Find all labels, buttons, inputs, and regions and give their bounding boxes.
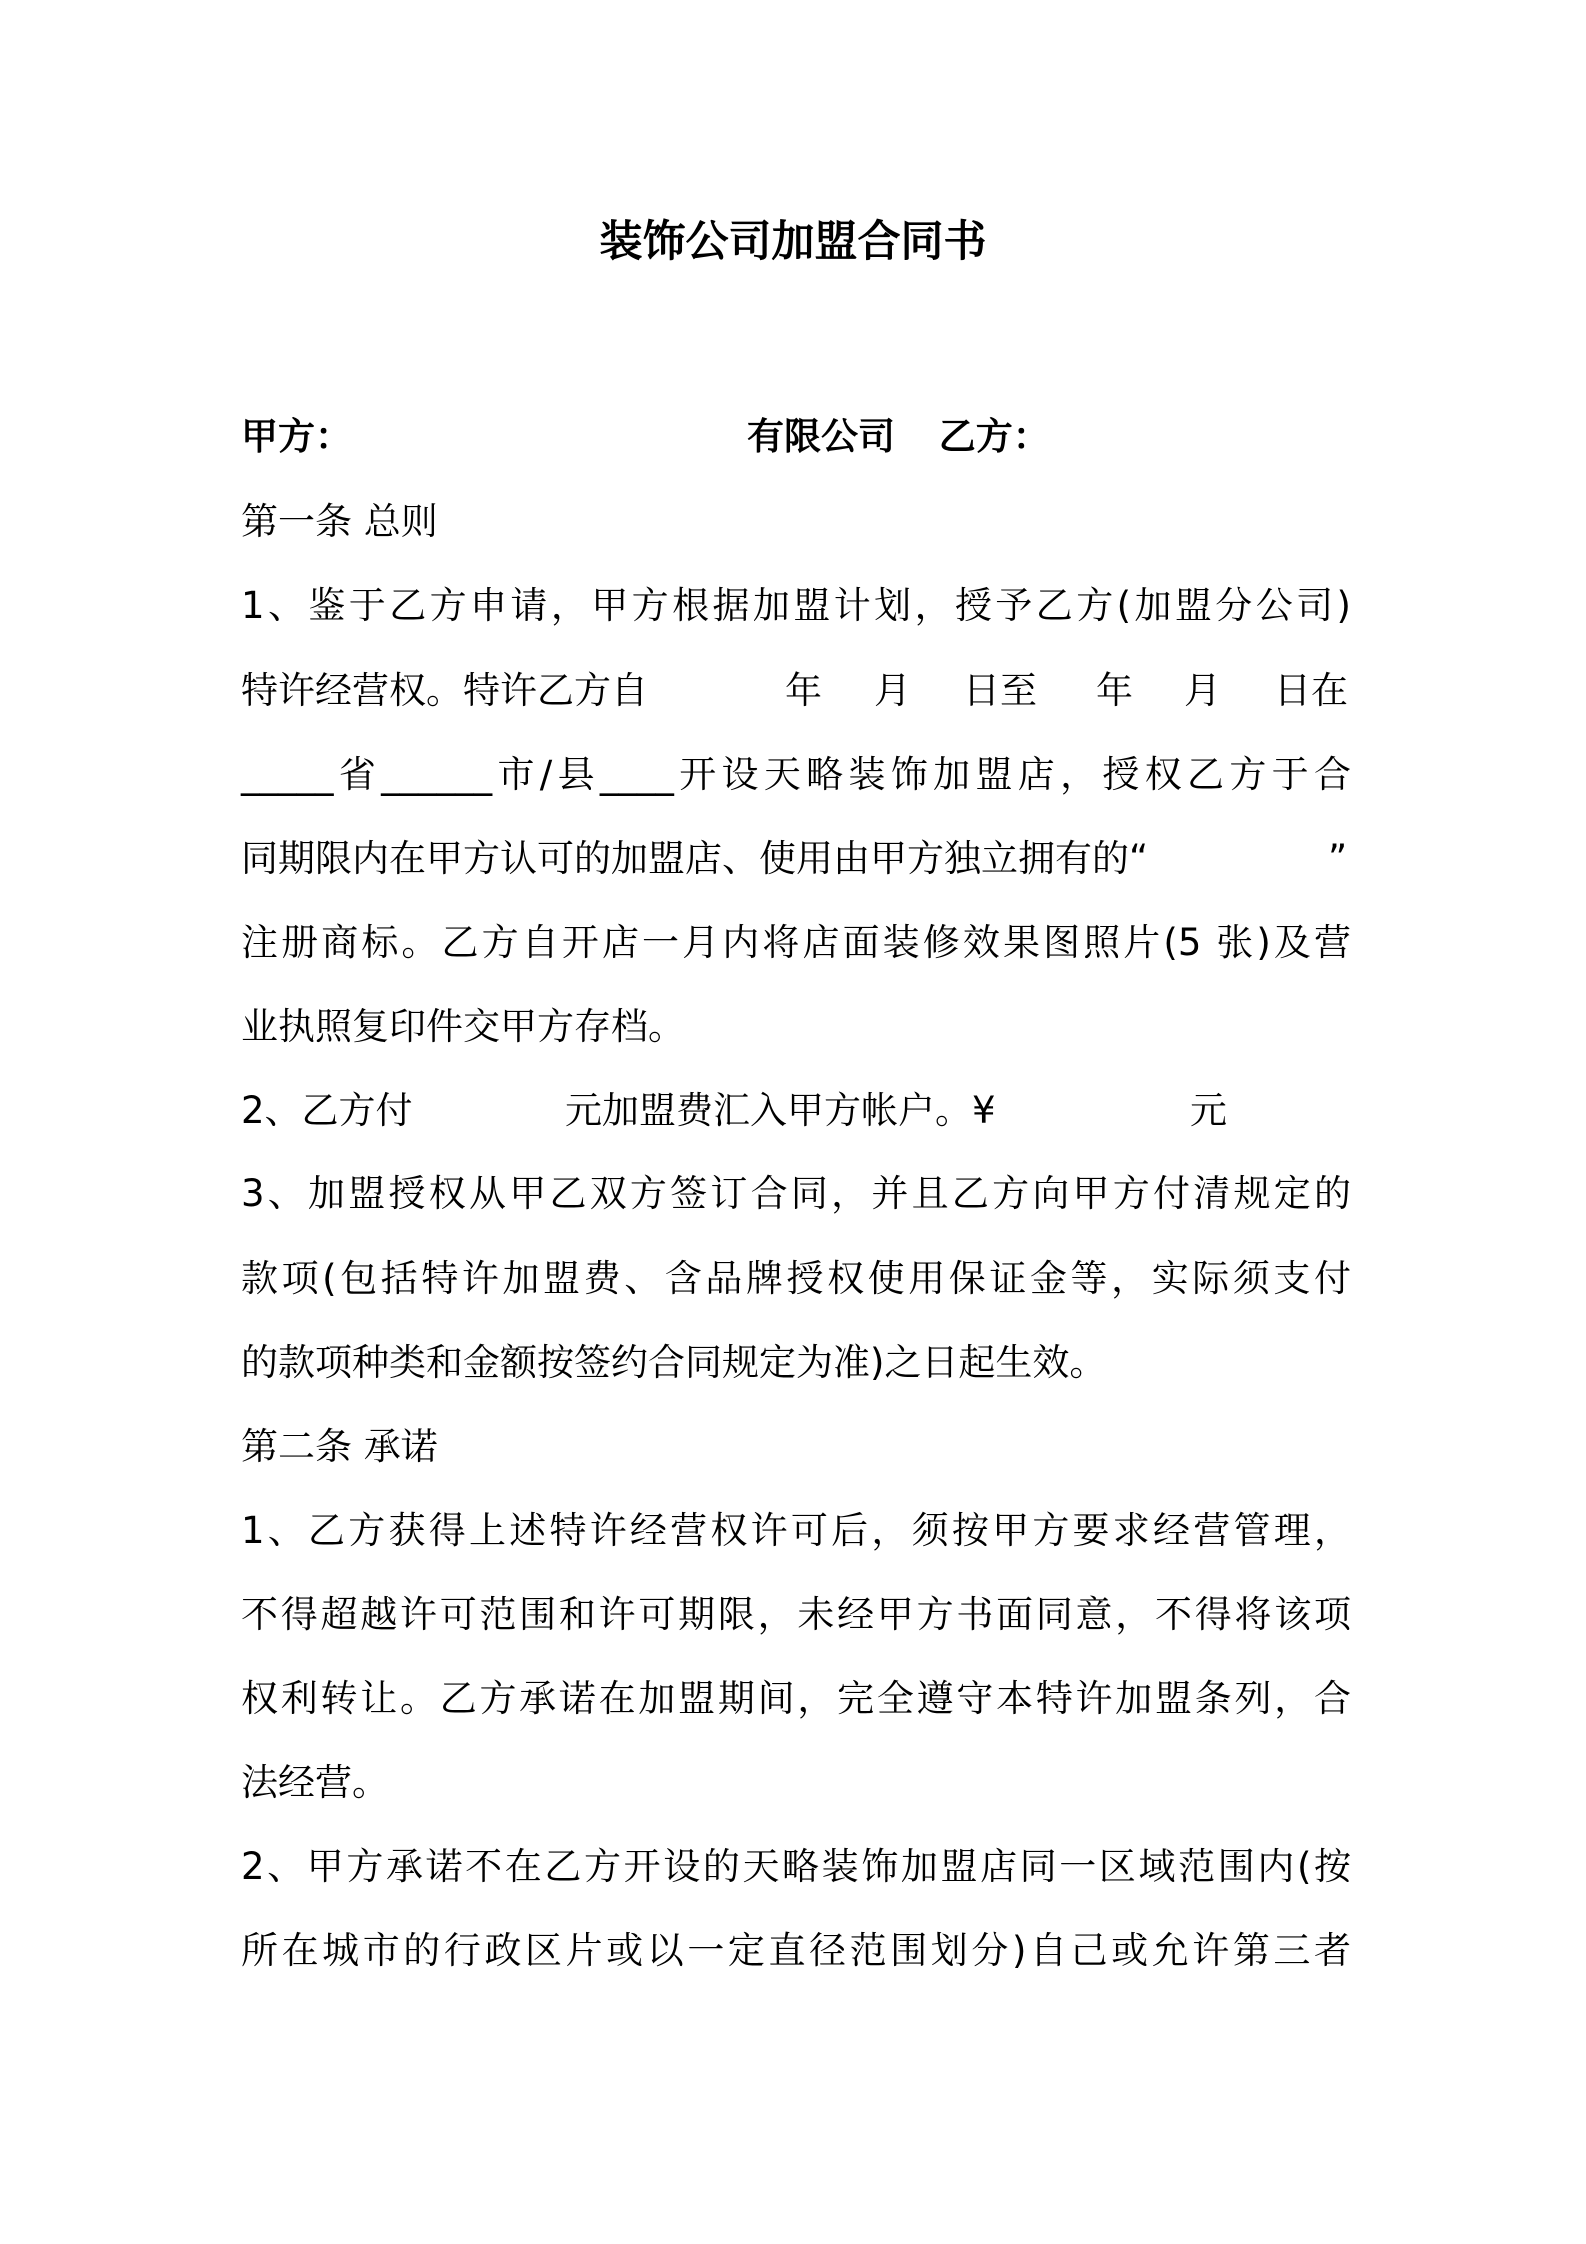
article1-clause1-line2 (241, 665, 648, 717)
trademark-close-quote: ” (1328, 837, 1348, 880)
article1-clause1-line1: 1、鉴于乙方申请，甲方根据加盟计划，授予乙方(加盟分公司) (241, 584, 1351, 627)
article1-clause1-line5: 注册商标。乙方自开店一月内将店面装修效果图照片(5 张)及营 (241, 921, 1351, 964)
date-day-at: 日在 (1274, 669, 1348, 712)
party-a-label: 甲方： (241, 415, 352, 458)
article2-heading: 第二条 承诺 (241, 1425, 438, 1468)
article1-clause2-b: 元加盟费汇入甲方帐户。¥ (565, 1089, 996, 1132)
article2-clause1-line2: 不得超越许可范围和许可期限，未经甲方书面同意，不得将该项 (241, 1593, 1351, 1636)
article1-clause2-c: 元 (1190, 1089, 1227, 1132)
article1-clause3-line3: 的款项种类和金额按签约合同规定为准)之日起生效。 (241, 1341, 1107, 1384)
article1-clause3-line1: 3、加盟授权从甲乙双方签订合同，并且乙方向甲方付清规定的 (241, 1172, 1351, 1215)
parties-line (241, 411, 352, 463)
article2-clause2-line2: 所在城市的行政区片或以一定直径范围划分)自己或允许第三者 (241, 1929, 1351, 1972)
party-b-label: 乙方： (938, 415, 1050, 458)
article1-clause1-line3: _____省______市/县____开设天略装饰加盟店，授权乙方于合 (241, 753, 1351, 796)
article2-clause1-line3: 权利转让。乙方承诺在加盟期间，完全遵守本特许加盟条列，合 (241, 1677, 1351, 1720)
date-day-to: 日至 (963, 669, 1037, 712)
article2-clause1-line1: 1、乙方获得上述特许经营权许可后，须按甲方要求经营管理， (241, 1509, 1351, 1552)
date-month2: 月 (1184, 669, 1221, 712)
company-suffix: 有限公司 (747, 415, 895, 458)
article1-clause2-a: 2、乙方付 (241, 1089, 413, 1132)
date-year2: 年 (1096, 669, 1133, 712)
article1-clause3-line2: 款项(包括特许加盟费、含品牌授权使用保证金等，实际须支付 (241, 1257, 1351, 1300)
date-month1: 月 (874, 669, 911, 712)
trademark-text: 同期限内在甲方认可的加盟店、使用由甲方独立拥有的“ (241, 837, 1149, 880)
article1-clause1-line4 (241, 833, 1148, 885)
article2-clause2-line1: 2、甲方承诺不在乙方开设的天略装饰加盟店同一区域范围内(按 (241, 1845, 1351, 1888)
parties-line-right (747, 411, 1050, 463)
date-year1: 年 (785, 669, 822, 712)
article1-clause1-line6: 业执照复印件交甲方存档。 (241, 1005, 685, 1048)
article2-clause1-line4: 法经营。 (241, 1761, 389, 1804)
document-title: 装饰公司加盟合同书 (599, 217, 987, 267)
license-period-text: 特许经营权。特许乙方自 (241, 669, 648, 712)
article1-heading: 第一条 总则 (241, 500, 438, 543)
